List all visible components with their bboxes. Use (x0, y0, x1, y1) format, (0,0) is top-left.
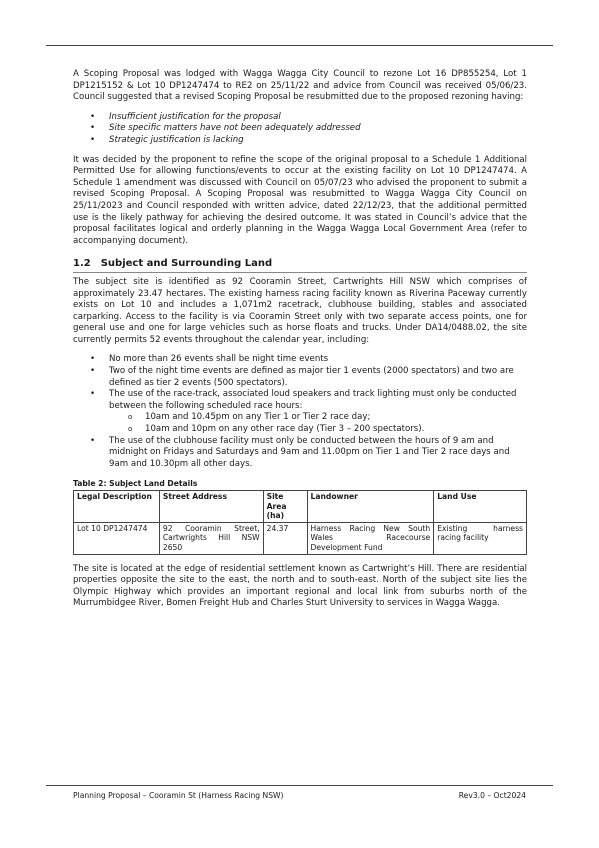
race-hours-list (109, 412, 527, 435)
intro-paragraph-1: A Scoping Proposal was lodged with Wagga Wagga City Council to rezone Lot 16 DP855254, Lot 1 DP1215152 & Lot 10 DP1247474 to RE2 on 25/11/22 and advice from Council was received 05/06/23. Council suggested that a revised Scoping Proposal be resubmitted due to the proposed rezoning having: (73, 69, 527, 103)
section-number: 1.2 (73, 258, 91, 270)
footer-document-title: Planning Proposal – Cooramin St (Harness Racing NSW) (73, 791, 284, 800)
table-cell: 92 Cooramin Street, Cartwrights Hill NSW 2650 (159, 522, 263, 554)
page-content (73, 69, 527, 618)
list-item: • Strategic justification is lacking (109, 135, 527, 147)
table-cell: Lot 10 DP1247474 (74, 522, 160, 554)
list-item: • No more than 26 events shall be night time events (109, 354, 527, 366)
list-item: • Site specific matters have not been adequately addressed (109, 123, 527, 135)
list-item: • Insufficient justification for the proposal (109, 112, 527, 124)
sub-list-item: o 10am and 10pm on any other race day (Tier 3 – 200 spectators). (145, 424, 527, 436)
footer-revision: Rev3.0 – Oct2024 (458, 791, 526, 800)
rezoning-reasons-list (73, 112, 527, 147)
table-cell: Existing harness racing facility (434, 522, 527, 554)
table-header-row (74, 491, 527, 523)
page-footer (73, 791, 526, 800)
table-header-cell: Legal Description (74, 491, 160, 523)
list-item (109, 389, 527, 435)
event-conditions-list (73, 354, 527, 470)
section-paragraph-1: The subject site is identified as 92 Cooramin Street, Cartwrights Hill NSW which comprises of approximately 23.47 hectares. The existing harness racing facility known as Riverina Paceway currently exists on Lot 10 and includes a 1,071m2 racetrack, clubhouse building, stables and associated carparking. Access to the facility is via Cooramin Street only with two separate access points, one for general use and one for large vehicles such as horse floats and trucks. Under DA14/0488.02, the site currently permits 52 events throughout the calendar year, including: (73, 276, 527, 345)
intro-paragraph-2: It was decided by the proponent to refine the scope of the original proposal to a Schedule 1 Additional Permitted Use for allowing functions/events to occur at the existing facility on Lot 10 DP1247474. A Schedule 1 amendment was discussed with Council on 05/07/23 who advised the proponent to submit a revised Scoping Proposal. A Scoping Proposal was resubmitted to Wagga Wagga City Council on 25/11/2023 and Council responded with written advice, dated 22/12/23, that the additional permitted use is the likely pathway for achieving the desired outcome. It was stated in Council’s advice that the proposal facilitates logical and orderly planning in the Wagga Wagga Local Government Area (refer to accompanying document). (73, 154, 527, 246)
table-header-cell: Land Use (434, 491, 527, 523)
header-rule (46, 45, 553, 46)
table-cell: 24.37 (263, 522, 307, 554)
subject-land-table (73, 490, 527, 555)
footer-rule (46, 785, 553, 786)
sub-list-item: o 10am and 10.45pm on any Tier 1 or Tier 2 race day; (145, 412, 527, 424)
table-header-cell: Landowner (307, 491, 434, 523)
section-title: Subject and Surrounding Land (100, 258, 273, 270)
section-paragraph-2: The site is located at the edge of residential settlement known as Cartwright’s Hill. There are residential properties opposite the site to the east, the north and to south-east. North of the subject site lies the Olympic Highway which provides an important regional and local link from suburbs north of the Murrumbidgee River, Bomen Freight Hub and Charles Sturt University to services in Wagga Wagga. (73, 563, 527, 609)
table-header-cell: Site Area (ha) (263, 491, 307, 523)
list-item-text: The use of the race-track, associated loud speakers and track lighting must only be conducted between the following scheduled race hours: (109, 389, 517, 411)
list-item: • The use of the clubhouse facility must only be conducted between the hours of 9 am and midnight on Fridays and Saturdays and 9am and 11.00pm on Tier 1 and Tier 2 race days and 9am and 10.30pm all other days. (109, 436, 527, 471)
table-header-cell: Street Address (159, 491, 263, 523)
section-heading (73, 258, 527, 273)
table-row (74, 522, 527, 554)
list-item: • Two of the night time events are defined as major tier 1 events (2000 spectators) and two are defined as tier 2 events (500 spectators). (109, 366, 527, 389)
table-caption: Table 2: Subject Land Details (73, 479, 198, 489)
table-cell: Harness Racing New South Wales Racecourse Development Fund (307, 522, 434, 554)
